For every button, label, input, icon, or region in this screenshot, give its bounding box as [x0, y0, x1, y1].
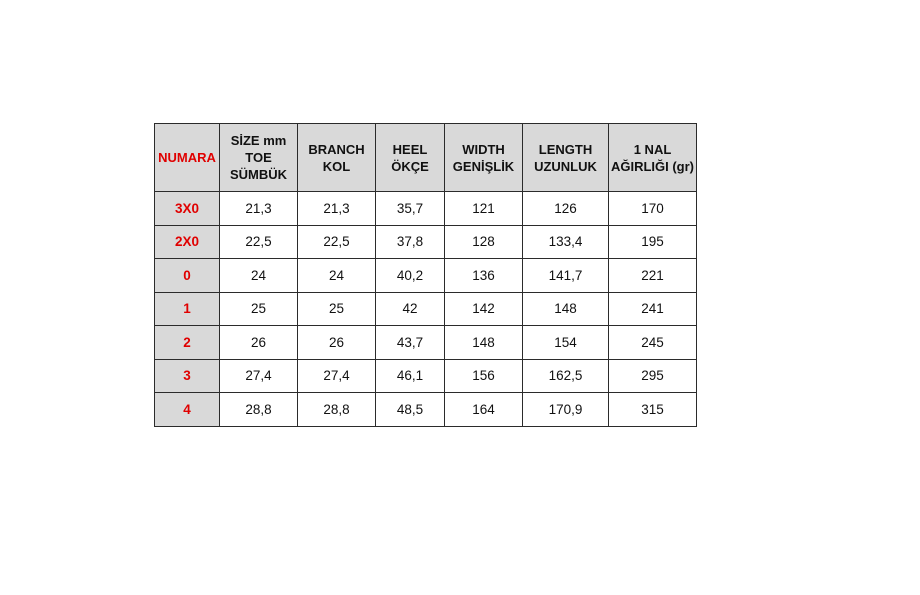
heel-cell: 43,7 — [376, 326, 445, 360]
header-heel-line-2: ÖKÇE — [391, 158, 429, 174]
header-heel-line-1: HEEL — [392, 141, 428, 157]
width-cell: 121 — [445, 192, 523, 226]
header-branch-line-1: BRANCH — [308, 141, 365, 157]
header-branch — [298, 124, 376, 192]
size-number-cell: 0 — [155, 259, 220, 293]
size-number-cell: 4 — [155, 393, 220, 427]
width-cell: 156 — [445, 359, 523, 393]
header-heel — [376, 124, 445, 192]
width-cell: 136 — [445, 259, 523, 293]
branch-cell: 21,3 — [298, 192, 376, 226]
length-cell: 148 — [523, 292, 609, 326]
table-row — [155, 192, 697, 226]
header-weight-line-2: AĞIRLIĞI (gr) — [610, 158, 695, 174]
header-width — [445, 124, 523, 192]
heel-cell: 35,7 — [376, 192, 445, 226]
header-branch-line-2: KOL — [322, 158, 351, 174]
header-weight-line-1: 1 NAL — [633, 141, 672, 157]
width-cell: 148 — [445, 326, 523, 360]
header-length-line-1: LENGTH — [538, 141, 593, 157]
branch-cell: 25 — [298, 292, 376, 326]
size-number-cell: 3X0 — [155, 192, 220, 226]
length-cell: 162,5 — [523, 359, 609, 393]
header-toe-line-1: SİZE mm — [230, 133, 287, 148]
table-row — [155, 359, 697, 393]
size-number-cell: 2X0 — [155, 225, 220, 259]
toe-cell: 26 — [220, 326, 298, 360]
header-width-line-1: WIDTH — [462, 141, 505, 157]
width-cell: 142 — [445, 292, 523, 326]
branch-cell: 26 — [298, 326, 376, 360]
weight-cell: 315 — [609, 393, 697, 427]
header-weight — [609, 124, 697, 192]
size-number-cell: 2 — [155, 326, 220, 360]
header-width-line-2: GENİŞLİK — [452, 158, 515, 174]
weight-cell: 245 — [609, 326, 697, 360]
branch-cell: 24 — [298, 259, 376, 293]
heel-cell: 37,8 — [376, 225, 445, 259]
header-row — [155, 124, 697, 192]
width-cell: 128 — [445, 225, 523, 259]
heel-cell: 48,5 — [376, 393, 445, 427]
toe-cell: 22,5 — [220, 225, 298, 259]
branch-cell: 28,8 — [298, 393, 376, 427]
branch-cell: 22,5 — [298, 225, 376, 259]
toe-cell: 21,3 — [220, 192, 298, 226]
table-row — [155, 225, 697, 259]
weight-cell: 170 — [609, 192, 697, 226]
header-length — [523, 124, 609, 192]
table-row — [155, 393, 697, 427]
toe-cell: 24 — [220, 259, 298, 293]
table-row — [155, 259, 697, 293]
header-toe — [220, 124, 298, 192]
length-cell: 133,4 — [523, 225, 609, 259]
size-number-cell: 1 — [155, 292, 220, 326]
toe-cell: 28,8 — [220, 393, 298, 427]
weight-cell: 295 — [609, 359, 697, 393]
branch-cell: 27,4 — [298, 359, 376, 393]
header-numara — [155, 124, 220, 192]
toe-cell: 27,4 — [220, 359, 298, 393]
horseshoe-size-table — [154, 123, 697, 427]
toe-cell: 25 — [220, 292, 298, 326]
length-cell: 126 — [523, 192, 609, 226]
heel-cell: 40,2 — [376, 259, 445, 293]
header-toe-line-3: SÜMBÜK — [229, 167, 288, 182]
weight-cell: 221 — [609, 259, 697, 293]
length-cell: 141,7 — [523, 259, 609, 293]
table-row — [155, 292, 697, 326]
heel-cell: 42 — [376, 292, 445, 326]
width-cell: 164 — [445, 393, 523, 427]
heel-cell: 46,1 — [376, 359, 445, 393]
length-cell: 170,9 — [523, 393, 609, 427]
weight-cell: 241 — [609, 292, 697, 326]
header-length-line-2: UZUNLUK — [534, 158, 597, 174]
length-cell: 154 — [523, 326, 609, 360]
weight-cell: 195 — [609, 225, 697, 259]
size-number-cell: 3 — [155, 359, 220, 393]
header-toe-line-2: TOE — [245, 150, 272, 165]
table-row — [155, 326, 697, 360]
header-numara-label: NUMARA — [158, 150, 216, 165]
